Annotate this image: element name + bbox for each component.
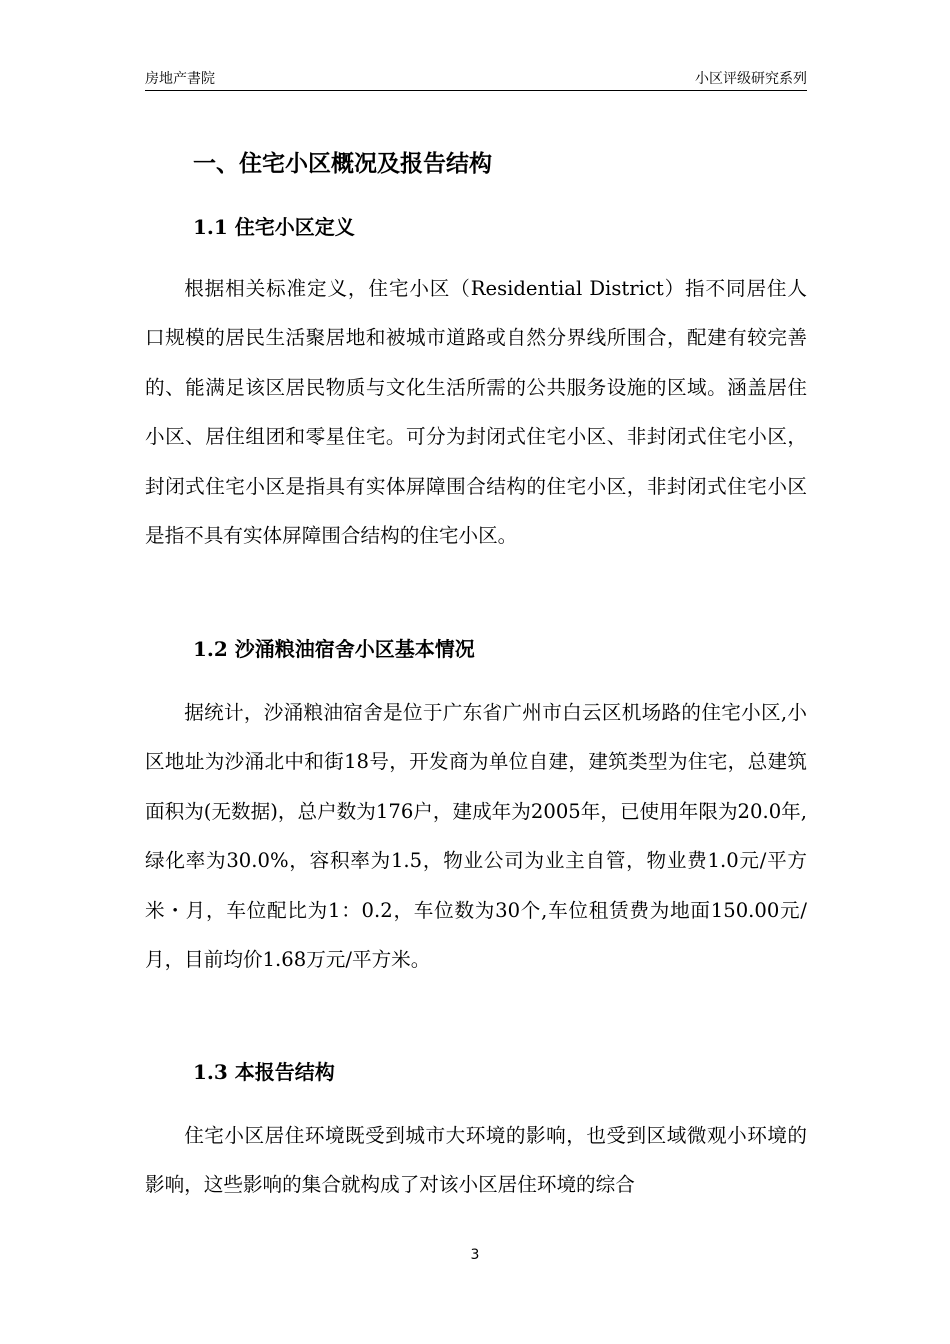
header-publisher: 房地产書院 bbox=[145, 71, 215, 87]
header-series: 小区评级研究系列 bbox=[695, 71, 807, 87]
section-title-1-1: 1.1 住宅小区定义 bbox=[193, 215, 355, 239]
section-paragraph-1-1: 根据相关标准定义，住宅小区（Residential District）指不同居住人口规模的居民生活聚居地和被城市道路或自然分界线所围合，配建有较完善的、能满足该区居民物质与文化生活所需的公共服务设施的区域。涵盖居住小区、居住组团和零星住宅。可分为封闭式住宅小区、非封闭式住宅小区，封闭式住宅小区是指具有实体屏障围合结构的住宅小区，非封闭式住宅小区是指不具有实体屏障围合结构的住宅小区。 bbox=[145, 277, 807, 548]
section-title-1-2: 1.2 沙涌粮油宿舍小区基本情况 bbox=[193, 637, 475, 661]
chapter-title: 一、住宅小区概况及报告结构 bbox=[193, 150, 492, 177]
section-paragraph-1-2: 据统计，沙涌粮油宿舍是位于广东省广州市白云区机场路的住宅小区,小区地址为沙涌北中和街18号，开发商为单位自建，建筑类型为住宅，总建筑面积为(无数据)，总户数为176户，建成年为2005年，已使用年限为20.0年,绿化率为30.0%，容积率为1.5，物业公司为业主自管，物业费1.0元/平方米・月，车位配比为1：0.2，车位数为30个,车位租赁费为地面150.00元/月，目前均价1.68万元/平方米。 bbox=[145, 701, 807, 972]
page-header bbox=[145, 64, 807, 91]
section-paragraph-1-3: 住宅小区居住环境既受到城市大环境的影响，也受到区域微观小环境的影响，这些影响的集合就构成了对该小区居住环境的综合 bbox=[145, 1124, 807, 1197]
page-number: 3 bbox=[470, 1247, 480, 1263]
section-title-1-3: 1.3 本报告结构 bbox=[193, 1060, 335, 1084]
